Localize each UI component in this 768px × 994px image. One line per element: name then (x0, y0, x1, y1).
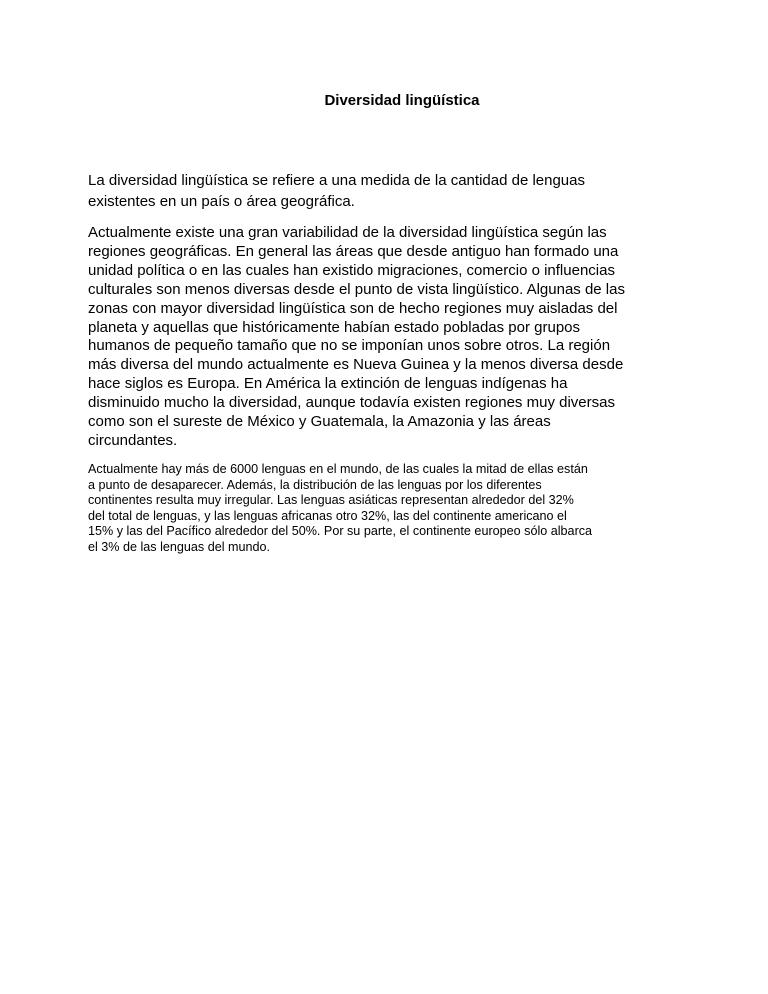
paragraph-1 (88, 170, 585, 212)
text-line: continentes resulta muy irregular. Las lenguas asiáticas representan alrededor del 32% (88, 493, 574, 508)
text-line: existentes en un país o área geográfica. (88, 193, 355, 210)
text-line: como son el sureste de México y Guatemala, la Amazonia y las áreas (88, 413, 551, 431)
document-title (0, 92, 768, 109)
paragraph-2 (88, 224, 625, 451)
text-line: humanos de pequeño tamaño que no se imponían unos sobre otros. La región (88, 337, 611, 355)
text-line: hace siglos es Europa. En América la extinción de lenguas indígenas ha (88, 375, 568, 393)
text-line: circundantes. (88, 431, 178, 449)
text-line: La diversidad lingüística se refiere a una medida de la cantidad de lenguas (88, 172, 585, 189)
text-line: planeta y aquellas que históricamente habían estado pobladas por grupos (88, 318, 581, 336)
text-line: disminuido mucho la diversidad, aunque todavía existen regiones muy diversas (88, 394, 615, 412)
text-line: del total de lenguas, y las lenguas africanas otro 32%, las del continente americano el (88, 508, 567, 523)
text-line: a punto de desaparecer. Además, la distribución de las lenguas por los diferentes (88, 477, 542, 492)
text-line: zonas con mayor diversidad lingüística son de hecho regiones muy aisladas del (88, 299, 618, 317)
text-line: más diversa del mundo actualmente es Nueva Guinea y la menos diversa desde (88, 356, 624, 374)
text-line: unidad política o en las cuales han existido migraciones, comercio o influencias (88, 261, 615, 279)
text-line: regiones geográficas. En general las áreas que desde antiguo han formado una (88, 242, 619, 260)
title-text: Diversidad lingüística (324, 92, 480, 109)
text-line: culturales son menos diversas desde el punto de vista lingüístico. Algunas de las (88, 280, 625, 298)
text-line: el 3% de las lenguas del mundo. (88, 539, 271, 554)
text-line: Actualmente hay más de 6000 lenguas en el mundo, de las cuales la mitad de ellas están (88, 462, 588, 476)
paragraph-3 (88, 462, 592, 556)
text-line: Actualmente existe una gran variabilidad de la diversidad lingüística según las (88, 224, 607, 241)
text-line: 15% y las del Pacífico alrededor del 50%. Por su parte, el continente europeo sólo albarca (88, 524, 593, 539)
